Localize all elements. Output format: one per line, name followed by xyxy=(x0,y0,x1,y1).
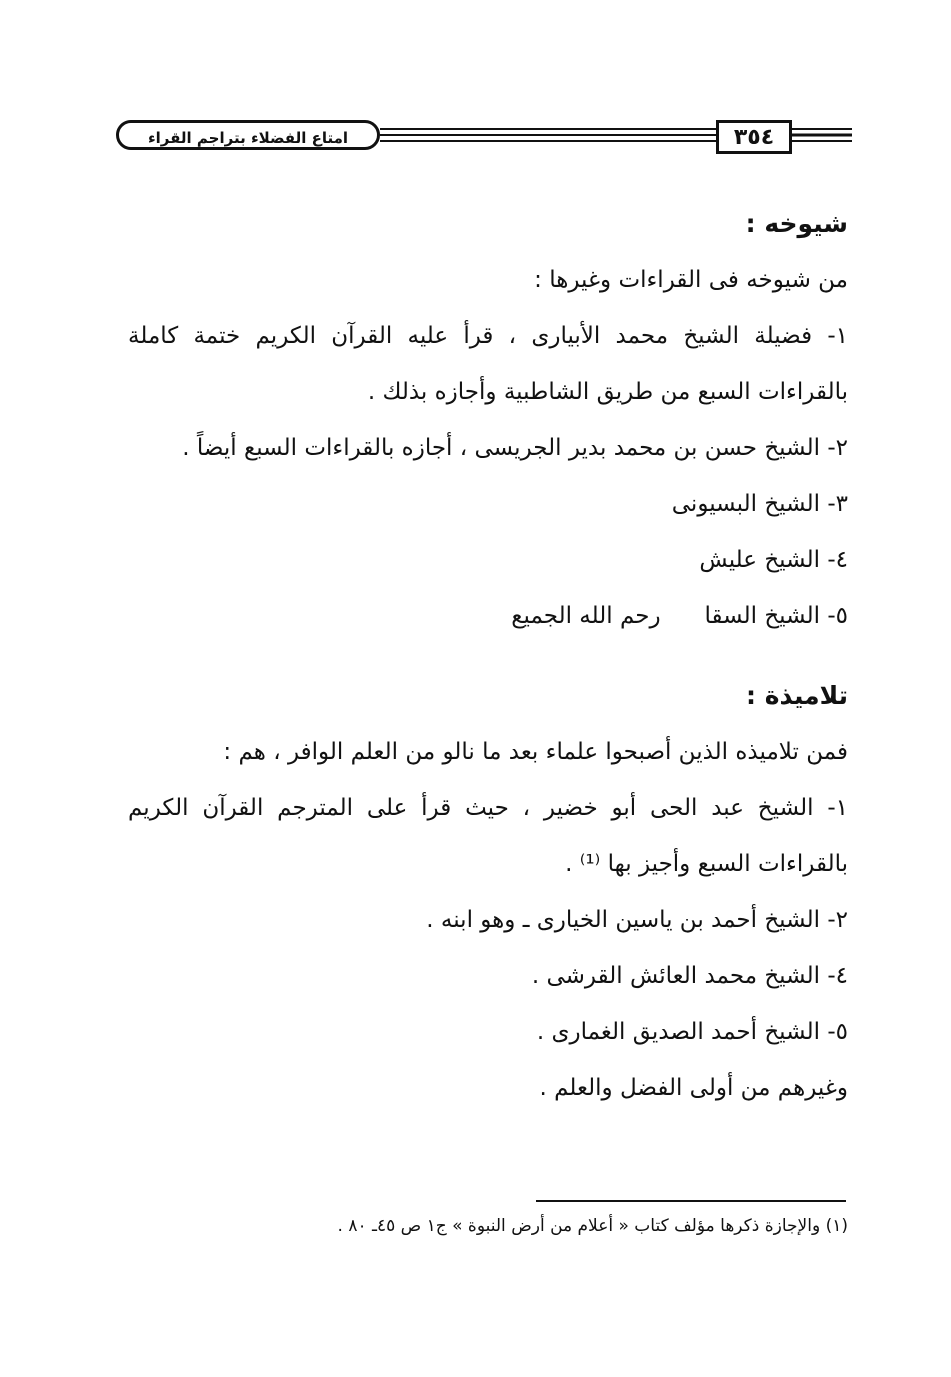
footnote-divider xyxy=(536,1200,846,1202)
student-item: ٤- الشيخ محمد العائش القرشى . xyxy=(531,963,848,989)
book-title: امتاع الفضلاء بتراجم القراء xyxy=(116,120,380,150)
section-heading-teachers: شيوخه : xyxy=(745,209,848,238)
student-item: ٥- الشيخ أحمد الصديق الغمارى . xyxy=(536,1019,848,1045)
page-body xyxy=(128,196,848,1116)
teachers-intro: من شيوخه فى القراءات وغيرها : xyxy=(534,267,848,293)
section-gap xyxy=(128,644,848,668)
teacher-item: ١- فضيلة الشيخ محمد الأبيارى ، قرأ عليه القرآن الكريم ختمة كاملة بالقراءات السبع من طريق الشاطبية وأجازه بذلك . xyxy=(128,323,848,405)
closing-line: وغيرهم من أولى الفضل والعلم . xyxy=(539,1075,848,1101)
footnote: (١) والإجازة ذكرها مؤلف كتاب « أعلام من أرض النبوة » ج١ ص ٤٥ـ ٨٠ . xyxy=(337,1216,848,1236)
teacher-item: ٥- الشيخ السقا رحم الله الجميع xyxy=(511,603,848,629)
student-item: ٢- الشيخ أحمد بن ياسين الخيارى ـ وهو ابنه . xyxy=(426,907,848,933)
section-heading-students: تلاميذة : xyxy=(746,681,848,710)
page-number: ٣٥٤ xyxy=(716,120,792,154)
teacher-item: ٢- الشيخ حسن بن محمد بدير الجريسى ، أجازه بالقراءات السبع أيضاً . xyxy=(182,435,848,461)
teacher-item: ٣- الشيخ البسيونى xyxy=(671,491,848,517)
students-intro: فمن تلاميذه الذين أصبحوا علماء بعد ما نالو من العلم الوافر ، هم : xyxy=(223,739,848,765)
student-item: ١- الشيخ عبد الحى أبو خضير ، حيث قرأ على المترجم القرآن الكريم بالقراءات السبع وأجيز بها ⁽¹⁾ . xyxy=(128,795,848,877)
teacher-item: ٤- الشيخ عليش xyxy=(699,547,848,573)
page-header xyxy=(112,112,852,162)
